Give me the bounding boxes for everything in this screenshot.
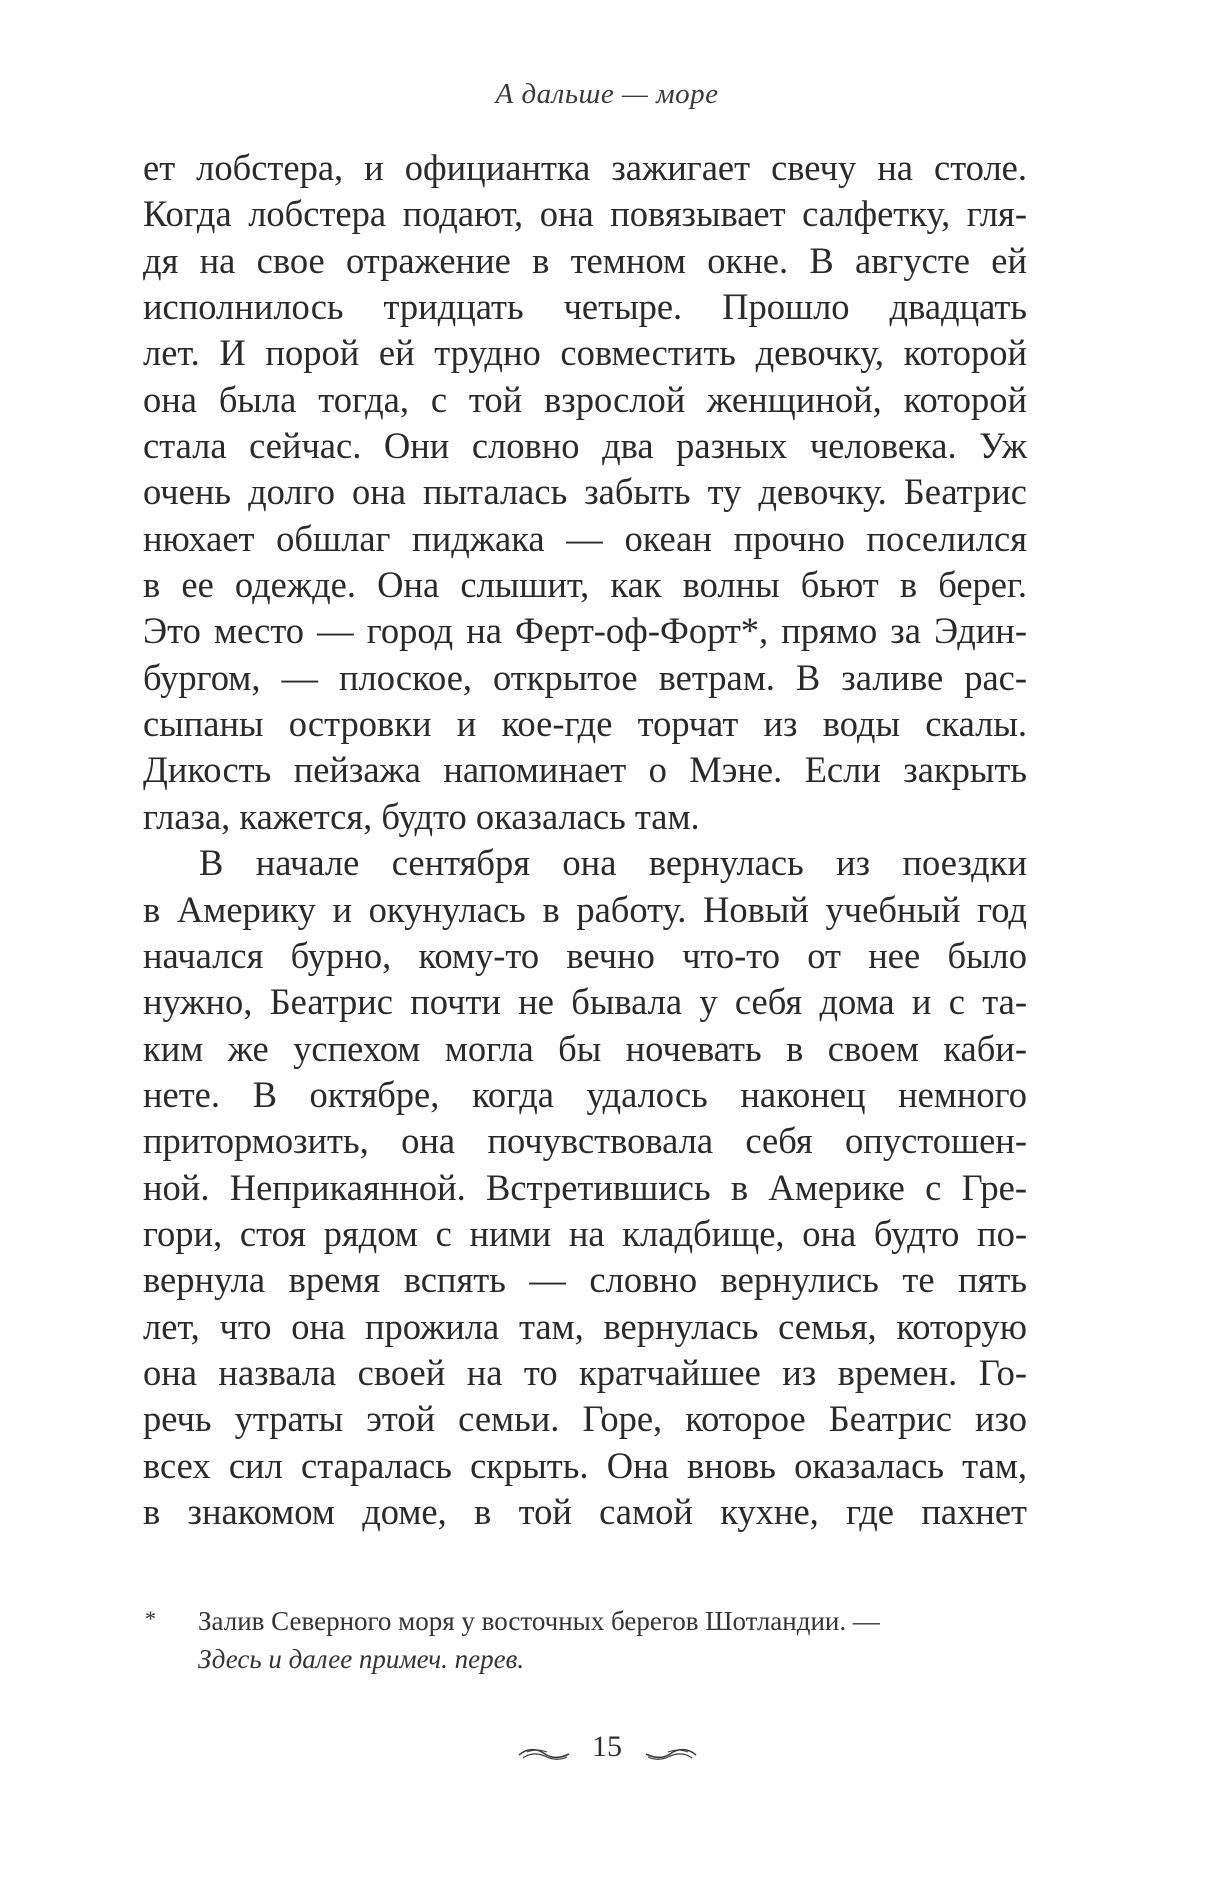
text-line: в Америку и окунулась в работу. Новый учебный год	[143, 888, 1027, 930]
text-line: притормозить, она почувствовала себя опустошен-	[143, 1120, 1027, 1162]
text-line: в ее одежде. Она слышит, как волны бьют в берег.	[143, 564, 1027, 606]
text-line: дя на свое отражение в темном окне. В августе ей	[143, 239, 1027, 281]
running-header: А дальше — море	[495, 78, 719, 110]
text-line: ной. Неприкаянной. Встретившись в Америке с Гре-	[143, 1166, 1027, 1208]
text-line: нете. В октябре, когда удалось наконец немного	[143, 1073, 1027, 1115]
text-line: гори, стоя рядом с ними на кладбище, она будто по-	[143, 1212, 1027, 1254]
page-number: 15	[592, 1730, 622, 1764]
text-line: нужно, Беатрис почти не бывала у себя дома и с та-	[143, 981, 1027, 1023]
text-line: начался бурно, кому-то вечно что-то от нее было	[143, 934, 1027, 976]
swash-ornament-left-icon	[517, 1738, 571, 1756]
text-line: бургом, — плоское, открытое ветрам. В заливе рас-	[143, 656, 1027, 698]
footnote-text: Залив Северного моря у восточных берегов Шотландии. —	[198, 1606, 880, 1636]
body-text	[143, 145, 1027, 1535]
swash-ornament-right-icon	[644, 1738, 698, 1756]
text-line: лет, что она прожила там, вернулась семья, которую	[143, 1305, 1027, 1347]
text-line: исполнилось тридцать четыре. Прошло двадцать	[143, 286, 1027, 328]
text-line: речь утраты этой семьи. Горе, которое Беатрис изо	[143, 1398, 1027, 1440]
text-line: стала сейчас. Они словно два разных человека. Уж	[143, 425, 1027, 467]
text-line: ким же успехом могла бы ночевать в своем каби-	[143, 1027, 1027, 1069]
text-line: сыпаны островки и кое-где торчат из воды скалы.	[143, 703, 1027, 745]
text-line: глаза, кажется, будто оказалась там.	[143, 795, 700, 837]
text-line: всех сил старалась скрыть. Она вновь оказалась там,	[143, 1444, 1027, 1486]
footnote-marker: *	[145, 1606, 156, 1631]
text-line: она назвала своей на то кратчайшее из времен. Го-	[143, 1351, 1027, 1393]
text-line: вернула время вспять — словно вернулись те пять	[143, 1259, 1027, 1301]
text-line: в знакомом доме, в той самой кухне, где пахнет	[143, 1490, 1027, 1532]
text-line: Дикость пейзажа напоминает о Мэне. Если закрыть	[143, 749, 1027, 791]
text-line: очень долго она пыталась забыть ту девочку. Беатрис	[143, 471, 1027, 513]
text-line: лет. И порой ей трудно совместить девочку, которой	[143, 332, 1027, 374]
footnote-attribution: Здесь и далее примеч. перев.	[198, 1644, 525, 1674]
page-folio	[0, 1728, 1214, 1764]
text-line: Когда лобстера подают, она повязывает салфетку, гля-	[143, 193, 1027, 235]
text-line-paragraph-start: В начале сентября она вернулась из поездки	[199, 842, 1027, 884]
text-line: ет лобстера, и официантка зажигает свечу на столе.	[143, 147, 1027, 188]
text-line: Это место — город на Ферт-оф-Форт*, прямо за Эдин-	[143, 610, 1027, 652]
text-line: нюхает обшлаг пиджака — океан прочно поселился	[143, 517, 1027, 559]
text-line: она была тогда, с той взрослой женщиной, которой	[143, 378, 1027, 420]
